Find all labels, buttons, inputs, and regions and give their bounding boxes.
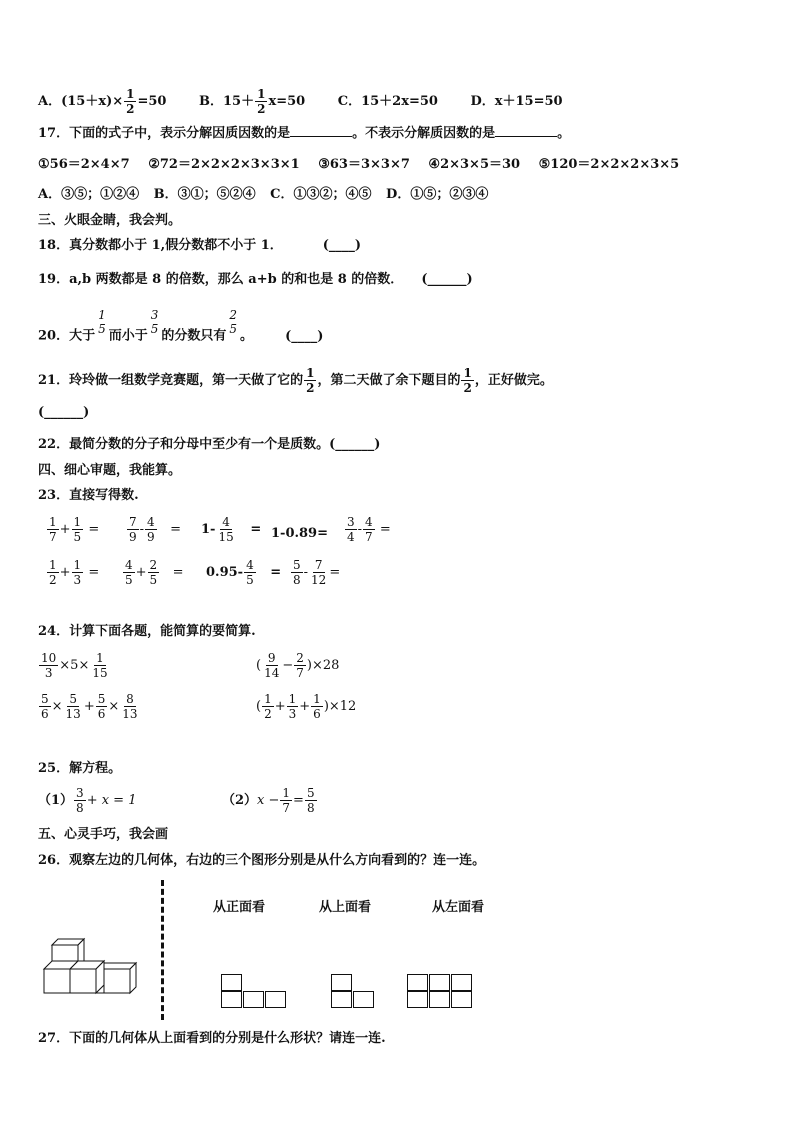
grid-square: [451, 991, 472, 1008]
q22-question: 22．最简分数的分子和分母中至少有一个是质数。(______): [38, 437, 381, 452]
grid-square: [265, 991, 286, 1008]
q17-question: 17．下面的式子中，表示分解因质因数的是 。不表示分解质因数的是 。: [38, 126, 571, 141]
answer-bracket[interactable]: (____): [322, 238, 362, 253]
q17-item: ①56＝2×4×7: [38, 157, 130, 172]
answer-bracket[interactable]: (______): [421, 272, 473, 287]
grid-square: [429, 974, 450, 991]
grid-square: [353, 991, 374, 1008]
q20-question: 20．大于 1 5 而小于 3 5 的分数只有 2 5 。 (____): [38, 308, 324, 344]
section-heading: 五、心灵手巧，我会画: [38, 827, 169, 842]
q23-expr: $\frac{3}{4}$ - $\frac{4}{7}$ =: [347, 515, 391, 544]
q24-expr: ( $\frac{9}{14}$ − $\frac{2}{7}$ )×28: [256, 651, 340, 680]
grid-square: [221, 974, 242, 991]
section-heading: 三、火眼金睛，我会判。: [38, 213, 182, 228]
grid-square: [407, 991, 428, 1008]
q24-expr: $\frac{10}{3}$ ×5× $\frac{1}{15}$: [41, 651, 108, 680]
answer-blank[interactable]: [495, 136, 557, 137]
q17-option: A．③⑤；①②④: [38, 187, 140, 202]
section-heading: 四、细心审题，我能算。: [38, 463, 182, 478]
q17-item: ③63＝3×3×7: [318, 157, 410, 172]
q25-equation-2: （2）x − $\frac{1}{7}$ = $\frac{5}{8}$: [222, 786, 315, 815]
q17-option: D．①⑤；②③④: [386, 187, 489, 202]
q17-options: [38, 186, 488, 204]
q25-equation-1: （1） $\frac{3}{8}$ + x = 1: [38, 786, 137, 815]
q16-option-c: C．15＋2x=50: [337, 94, 438, 109]
q23-expr: 0.95- $\frac{4}{5}$ =: [206, 558, 282, 587]
q16-option-b: B．15＋ $\frac{1}{2}$ x=50: [199, 87, 306, 116]
view-label-left: 从左面看: [432, 900, 485, 915]
view-label-top: 从上面看: [319, 900, 372, 915]
q23-expr: $\frac{1}{7}$ + $\frac{1}{5}$ =: [49, 515, 100, 544]
grid-square: [407, 974, 428, 991]
answer-bracket[interactable]: (____): [285, 328, 324, 344]
grid-square: [221, 991, 242, 1008]
q17-item: ②72＝2×2×2×3×3×1: [148, 157, 300, 172]
grid-square: [331, 974, 352, 991]
fraction: $\frac{1}{2}$: [257, 87, 266, 116]
cube-solid-figure: [38, 935, 144, 997]
q23-expr: 1-0.89=: [271, 526, 328, 541]
q23-expr: $\frac{7}{9}$ - $\frac{4}{9}$ =: [129, 515, 181, 544]
fraction: $\frac{1}{2}$: [463, 366, 472, 395]
q23-expr: $\frac{4}{5}$ + $\frac{2}{5}$ =: [125, 558, 184, 587]
q23-title: 23．直接写得数.: [38, 488, 139, 503]
q25-title: 25．解方程。: [38, 761, 122, 776]
grid-square: [243, 991, 264, 1008]
q24-expr: $\frac{5}{6}$ × $\frac{5}{13}$ + $\frac{5}{6}$ × $\frac{8}{13}$: [41, 692, 138, 721]
q18-question: 18．真分数都小于 1,假分数都不小于 1． (____): [38, 238, 362, 253]
q26-title: 26．观察左边的几何体，右边的三个图形分别是从什么方向看到的？连一连。: [38, 853, 486, 868]
q17-option: C．①③②；④⑤: [270, 187, 372, 202]
q23-expr: $\frac{5}{8}$ - $\frac{7}{12}$ =: [293, 558, 341, 587]
q17-item: ⑤120＝2×2×2×3×5: [538, 157, 680, 172]
q16-options: [38, 87, 591, 116]
q24-title: 24．计算下面各题，能简算的要简算.: [38, 624, 256, 639]
fraction: $\frac{1}{2}$: [306, 366, 315, 395]
answer-bracket[interactable]: (______): [329, 437, 381, 452]
q21-bracket[interactable]: (______): [38, 405, 90, 420]
grid-square: [429, 991, 450, 1008]
q17-items: [38, 156, 679, 174]
grid-square: [331, 991, 352, 1008]
q24-expr: ( $\frac{1}{2}$ + $\frac{1}{3}$ + $\frac{1}{6}$ )×12: [256, 692, 357, 721]
fraction: $\frac{1}{2}$: [126, 87, 135, 116]
q16-option-d: D．x＋15=50: [470, 94, 563, 109]
q23-expr: $\frac{1}{2}$ + $\frac{1}{3}$ =: [49, 558, 100, 587]
q21-question: 21．玲玲做一组数学竞赛题，第一天做了它的 $\frac{1}{2}$ ，第二天做了余下题目的 $\frac{1}{2}$ ，正好做完。: [38, 366, 553, 395]
dashed-divider: [161, 880, 164, 1020]
view-label-front: 从正面看: [213, 900, 266, 915]
q17-option: B．③①；⑤②④: [153, 187, 256, 202]
q19-question: 19．a,b 两数都是 8 的倍数，那么 a+b 的和也是 8 的倍数． (______): [38, 272, 473, 287]
q16-option-a: A．(15＋x)× $\frac{1}{2}$ =50: [38, 87, 167, 116]
q27-title: 27．下面的几何体从上面看到的分别是什么形状？请连一连.: [38, 1031, 386, 1046]
grid-square: [451, 974, 472, 991]
q17-item: ④2×3×5＝30: [428, 157, 521, 172]
q23-expr: 1- $\frac{4}{15}$ =: [201, 515, 262, 544]
answer-blank[interactable]: [290, 136, 352, 137]
